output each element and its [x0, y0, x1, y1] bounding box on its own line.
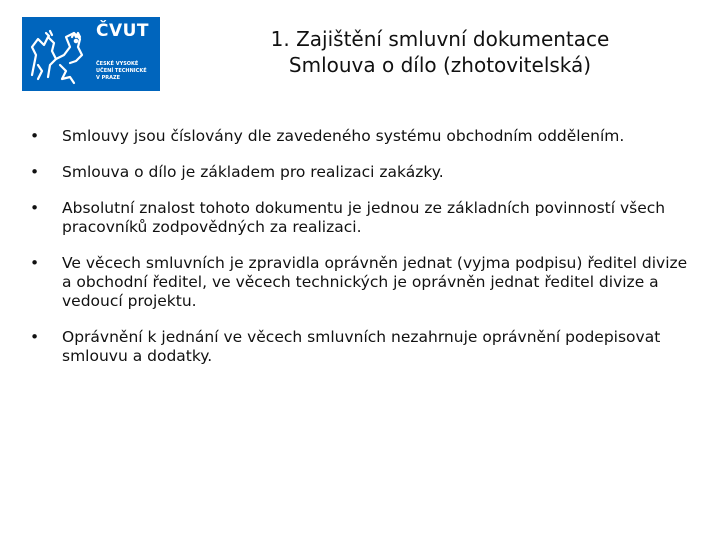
bullet-text: Oprávnění k jednání ve věcech smluvních nezahrnuje oprávnění podepisovat smlouvu a dodatky. — [62, 328, 661, 365]
bullet-item — [30, 163, 700, 182]
bullet-dot: • — [30, 199, 40, 217]
slide-title — [190, 26, 690, 78]
bullet-item — [30, 127, 700, 146]
bullet-dot: • — [30, 163, 40, 181]
bullet-item — [30, 328, 700, 366]
bullet-text: Smlouvy jsou číslovány dle zavedeného systému obchodním oddělením. — [62, 127, 625, 145]
bullet-text: Absolutní znalost tohoto dokumentu je jednou ze základních povinností všech pracovníků zodpovědných za realizaci. — [62, 199, 666, 236]
bullet-dot: • — [30, 127, 40, 145]
bullet-dot: • — [30, 254, 40, 272]
logo-subtitle-line: V PRAZE — [96, 75, 121, 81]
bullet-list — [30, 127, 700, 383]
logo-subtitle-line: ČESKÉ VYSOKÉ — [96, 61, 139, 67]
slide-title-line-1: 1. Zajištění smluvní dokumentace — [270, 27, 610, 51]
ctu-logo — [22, 17, 160, 91]
bullet-text: Ve věcech smluvních je zpravidla oprávněn jednat (vyjma podpisu) ředitel divize a obchodní ředitel, ve věcech technických je oprávněn jednat ředitel divize a vedoucí projektu. — [62, 254, 688, 310]
slide-title-line-2: Smlouva o dílo (zhotovitelská) — [288, 53, 592, 77]
logo-subtitle-line: UČENÍ TECHNICKÉ — [96, 68, 147, 74]
bullet-item — [30, 254, 700, 311]
logo-subtitle — [96, 61, 147, 82]
bullet-text: Smlouva o dílo je základem pro realizaci zakázky. — [62, 163, 444, 181]
bullet-dot: • — [30, 328, 40, 346]
czech-lion-emblem-icon — [26, 25, 88, 87]
bullet-item — [30, 199, 700, 237]
logo-brand-text: ČVUT — [96, 21, 150, 41]
